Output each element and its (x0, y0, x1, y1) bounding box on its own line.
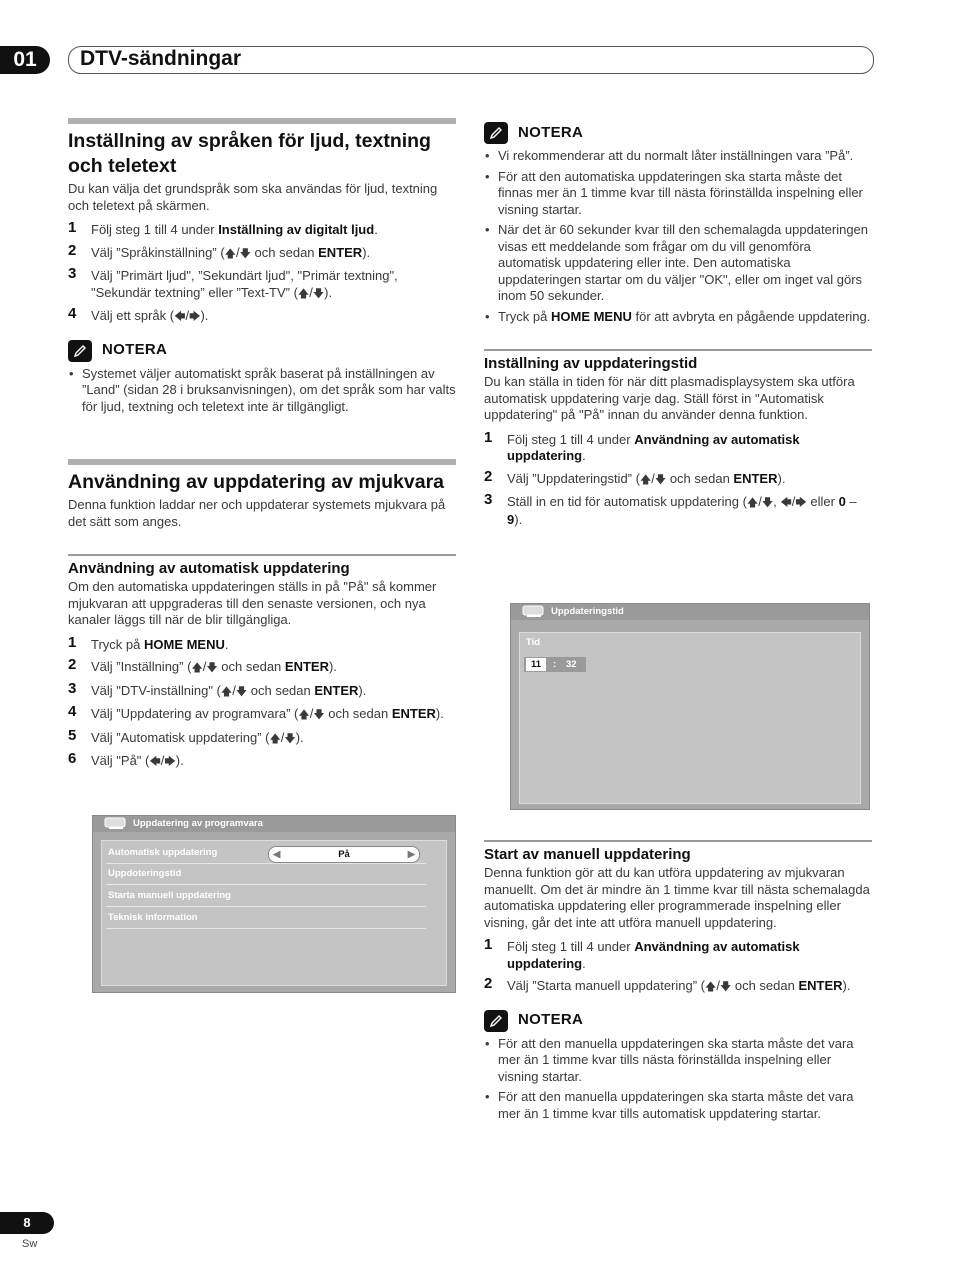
down-arrow-icon: 🡇 (235, 685, 248, 698)
note-item: • För att den manuella uppdateringen ska starta måste det vara mer än 1 timme kvar tills automatisk uppdatering startar. (484, 1089, 872, 1122)
right-arrow-icon: 🡆 (164, 756, 176, 768)
step-list (484, 936, 872, 996)
note-item: • För att den manuella uppdateringen ska starta måste det vara mer än 1 timme kvar tills nästa förinställda inspelning eller visning startar. (484, 1036, 872, 1086)
step: 6 Välj "På" (🡄/🡆). (68, 750, 184, 768)
down-arrow-icon: 🡇 (761, 497, 774, 509)
down-arrow-icon: 🡇 (239, 247, 251, 260)
step: 2 Välj ”Inställning” (🡅/🡇 och sedan ENTER). (68, 656, 337, 674)
note-header: NOTERA (484, 122, 872, 144)
note-header: NOTERA (68, 340, 456, 362)
note-list (68, 366, 456, 416)
section-title-language: Inställning av språken för ljud, textning och teletext (68, 130, 431, 177)
right-column-lower (484, 840, 872, 1126)
section-rule (68, 459, 456, 465)
left-arrow-icon: 🡄 (174, 311, 186, 323)
subsection-rule (68, 554, 456, 556)
step: 2 Välj ”Starta manuell uppdatering” (🡅/🡇 och sedan ENTER). (484, 975, 851, 993)
section-intro: Denna funktion laddar ner och uppdaterar systemets mjukvara på det sätt som anges. (68, 497, 446, 529)
update-time-screen (510, 603, 870, 810)
step: 3 Välj ”Primärt ljud", ”Sekundärt ljud", "Primär textning", "Sekundär textning” eller ”Text-TV” (🡅/🡇). (68, 265, 398, 300)
note-item: • Vi rekommenderar att du normalt låter inställningen vara ”På”. (484, 148, 872, 165)
section-intro: Du kan välja det grundspråk som ska användas för ljud, textning och teletext på skärmen. (68, 181, 438, 213)
menu-item-auto-update[interactable]: Automatisk uppdatering (106, 843, 426, 864)
down-arrow-icon: 🡇 (313, 709, 325, 721)
step: 2 Välj ”Språkinställning” (🡅/🡇 och sedan ENTER). (68, 241, 371, 260)
left-arrow-icon[interactable]: ◀ (273, 849, 281, 860)
note-list (484, 148, 872, 325)
up-arrow-icon: 🡅 (269, 732, 281, 745)
time-field: 11 : 32 (524, 657, 586, 672)
down-arrow-icon: 🡇 (284, 732, 296, 745)
step: 5 Välj ”Automatisk uppdatering” (🡅/🡇). (68, 726, 304, 745)
step: 4 Välj ett språk (🡄/🡆). (68, 305, 209, 323)
step-list (484, 428, 872, 529)
step: 1 Tryck på HOME MENU. (68, 633, 229, 652)
up-arrow-icon: 🡅 (705, 981, 717, 993)
note-list (484, 1036, 872, 1123)
subsection-title: Inställning av uppdateringstid (484, 355, 698, 372)
section-rule (68, 118, 456, 124)
pencil-note-icon (484, 122, 508, 144)
down-arrow-icon: 🡇 (654, 473, 667, 486)
right-arrow-icon: 🡆 (189, 311, 201, 323)
tv-menu-icon (103, 817, 129, 830)
up-arrow-icon: 🡅 (746, 497, 759, 509)
down-arrow-icon: 🡇 (312, 287, 325, 300)
pencil-note-icon (484, 1010, 508, 1032)
up-arrow-icon: 🡅 (639, 473, 652, 486)
note-item: • Tryck på HOME MENU för att avbryta en pågående uppdatering. (484, 309, 872, 326)
step: 4 Välj ”Uppdatering av programvara” (🡅/🡇 och sedan ENTER). (68, 703, 444, 721)
step-list (68, 219, 456, 326)
screen-title: Uppdatering av programvara (93, 816, 455, 832)
up-arrow-icon: 🡅 (298, 709, 310, 721)
up-arrow-icon: 🡅 (297, 287, 310, 300)
step: 3 Välj "DTV-inställning" (🡅/🡇 och sedan ENTER). (68, 679, 367, 698)
time-label: Tid (526, 637, 541, 648)
subsection-intro: Om den automatiska uppdateringen ställs in på "På" så kommer mjukvaran att uppgraderas till den senaste versionen, och nya kanaler läggs till när de blir tillgängliga. (68, 579, 437, 627)
time-panel (519, 632, 861, 804)
up-arrow-icon: 🡅 (224, 247, 236, 260)
menu-item-technical-info[interactable]: Teknisk information (106, 908, 426, 929)
left-arrow-icon: 🡄 (780, 497, 792, 509)
tv-menu-icon (521, 605, 547, 618)
minute-field[interactable]: 32 (566, 659, 577, 670)
note-header: NOTERA (484, 1010, 872, 1032)
pencil-note-icon (68, 340, 92, 362)
subsection-title: Användning av automatisk uppdatering (68, 560, 350, 577)
software-update-screen (92, 815, 456, 993)
menu-panel (101, 840, 447, 986)
down-arrow-icon: 🡇 (206, 662, 218, 674)
menu-item-update-time[interactable]: Uppdoteringstid (106, 864, 426, 885)
subsection-intro: Denna funktion gör att du kan utföra uppdatering av mjukvaran manuellt. Om det är mindre än 1 timme kvar till nästa schemalagda automatiska uppdatering eller programmerade inspelning eller visning, går det inte att utföra manuell uppdatering. (484, 865, 870, 930)
hour-field[interactable]: 11 (526, 658, 546, 671)
chapter-number-badge: 01 (0, 46, 50, 74)
subsection-rule (484, 840, 872, 842)
right-arrow-icon[interactable]: ▶ (407, 849, 415, 860)
up-arrow-icon: 🡅 (220, 685, 233, 698)
up-arrow-icon: 🡅 (191, 662, 203, 674)
screen-title: Uppdateringstid (511, 604, 869, 620)
chapter-title: DTV-sändningar (80, 47, 242, 70)
subsection-rule (484, 349, 872, 351)
step: 3 Ställ in en tid för automatisk uppdatering (🡅/🡇, 🡄/🡆 eller 0 – 9). (484, 491, 857, 527)
language-code: Sw (22, 1238, 38, 1250)
menu-item-manual-update[interactable]: Starta manuell uppdatering (106, 886, 426, 907)
right-arrow-icon: 🡆 (795, 497, 807, 509)
note-item: • När det är 60 sekunder kvar till den schemalagda uppdateringen visas ett meddelande som frågar om du vill genomföra automatisk uppdatering eller inte. Den automatiska uppdateringen startar om du väljer "OK", eller om inget val görs inom 50 sekunder. (484, 222, 872, 305)
left-arrow-icon: 🡄 (149, 756, 161, 768)
note-item: • Systemet väljer automatiskt språk baserat på inställningen av ”Land” (sidan 28 i bruksanvisningen), om det språk som har valts för ljud, textning och teletext inte är tillgängligt. (68, 366, 456, 416)
section-title-software-update: Användning av uppdatering av mjukvara (68, 471, 445, 493)
step: 1 Följ steg 1 till 4 under Användning av automatisk uppdatering. (484, 428, 800, 463)
step: 2 Välj ”Uppdateringstid” (🡅/🡇 och sedan ENTER). (484, 467, 786, 486)
page-number: 8 (0, 1212, 54, 1234)
step: 1 Följ steg 1 till 4 under Inställning av digitalt ljud. (68, 219, 378, 237)
step: 1 Följ steg 1 till 4 under Användning av automatisk uppdatering. (484, 936, 800, 971)
subsection-title: Start av manuell uppdatering (484, 846, 691, 863)
right-column (484, 118, 872, 534)
subsection-intro: Du kan ställa in tiden för när ditt plasmadisplaysystem ska utföra automatisk uppdatering varje dag. Ställ först in "Automatisk uppdatering" på "På" innan du använder denna funktion. (484, 374, 855, 422)
left-column (68, 118, 456, 777)
note-item: • För att den automatiska uppdateringen ska starta måste det finnas mer än 1 timme kvar till nästa förinställda inspelning eller visning startar. (484, 169, 872, 219)
step-list (68, 633, 456, 771)
auto-update-value-selector[interactable]: ◀ På ▶ (268, 846, 420, 863)
down-arrow-icon: 🡇 (719, 981, 732, 993)
